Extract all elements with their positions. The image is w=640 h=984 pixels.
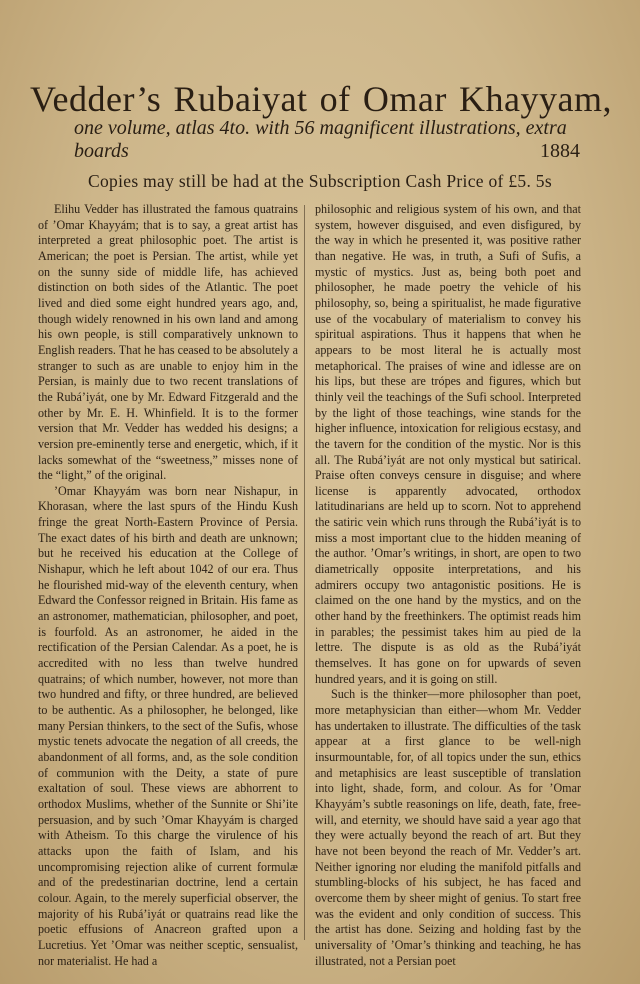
page-title (30, 78, 612, 120)
left-column (38, 202, 298, 969)
title-word: Khayyam, (459, 79, 612, 119)
paragraph: Such is the thinker—more philosopher than poet, more metaphysician than either—whom Mr. Vedder has undertaken to illustrate. The difficulties of the task appear at a first glance to be well-nigh insurmountable, for, of all topics under the sun, ethics and metaphisics are least susceptible of translation into light, shade, form, and colour. As for ’Omar Khayyám’s subtle reasonings on life, death, fate, free-will, and eternity, we should have said a year ago that they were actually beyond the reach of art. But they have not been beyond the reach of Mr. Vedder’s art. Neither ignoring nor eluding the manifold pitfalls and stumbling-blocks of his subject, he has faced and overcome them by sheer might of genius. To start free was the evident and only condition of success. This the artist has done. Seizing and holding fast by the universality of ’Omar’s thinking and teaching, he has illustrated, not a Persian poet (315, 687, 581, 968)
subtitle: one volume, atlas 4to. with 56 magnificent illustrations, extra boards (74, 117, 567, 162)
subscription-line: Copies may still be had at the Subscription Cash Price of £5. 5s (88, 171, 552, 191)
title-word: Vedder’s (30, 79, 162, 119)
title-word: of (319, 79, 351, 119)
title-word: Rubaiyat (173, 79, 308, 119)
paragraph: Elihu Vedder has illustrated the famous quatrains of ’Omar Khayyám; that is to say, a great artist has interpreted a great philosophic poet. The artist is American; the poet is Persian. The artist, while yet on the sunny side of middle life, has achieved distinction on both sides of the Atlantic. The poet lived and died some eight hundred years ago, and, though widely renowned in his own land and among his own people, is still comparatively unknown to English readers. That he has ceased to be absolutely a stranger to such as are unable to enjoy him in the Persian, is mainly due to two recent translations of the Rubá’iyát, one by Mr. Edward Fitzgerald and the other by Mr. E. H. Whinfield. It is to the former version that Mr. Vedder has wedded his designs; a version pre-eminently terse and energetic, which, if it lacks somewhat of the “sweetness,” misses none of the “light,” of the original. (38, 202, 298, 483)
year: 1884 (540, 140, 580, 162)
paragraph: philosophic and religious system of his own, and that system, however disguised, and even disfigured, by the way in which he presented it, was positive rather than negative. He was, in truth, a Sufi of Sufis, a mystic of mystics. Just as, being both poet and philosopher, he made poetry the vehicle of his philosophy, so, being a spiritualist, he made figurative use of the vocabulary of materialism to convey his spiritual aspirations. Thus it happens that when he appears to be most literal he is actually most metaphorical. The praises of wine and idlesse are on his lips, but these are trópes and figures, which but thinly veil the teachings of the Sufi school. Interpreted by the light of those teachings, wine stands for the higher influence, intoxication for religious ecstasy, and the tavern for the condition of the mystic. Nor is this all. The Rubá’iyát are not only mystical but satirical. Praise often conveys censure in disguise; and where license is apparently advocated, orthodox latitudinarians are held up to scorn. Not to apprehend the satiric vein which runs through the Rubá’iyát is to miss a most important clue to the hidden meaning of the author. ’Omar’s writings, in short, are open to two diametrically opposite interpretations, and his admirers occupy two antagonistic positions. He is claimed on the one hand by the mystics, and on the other hand by the freethinkers. The optimist reads him in parables; the pessimist takes him au pied de la lettre. The dispute is as old as the Rubá’iyát themselves. It has gone on for upwards of seven hundred years, and it is going on still. (315, 202, 581, 686)
title-word: Omar (362, 79, 447, 119)
paragraph: ’Omar Khayyám was born near Nishapur, in Khorasan, where the last spurs of the Hindu Kush fringe the great North-Eastern Province of Persia. The exact dates of his birth and death are unknown; but he received his education at the College of Nishapur, which he left about 1042 of our era. Thus he flourished mid-way of the eleventh century, when Edward the Confessor reigned in Britain. His fame as an astronomer, mathematician, philosopher, and poet, is fourfold. As an astronomer, he aided in the rectification of the Persian Calendar. As a poet, he is accredited with no less than twelve hundred quatrains; of which number, however, not more than two hundred and fifty, or three hundred, are believed to be authentic. As a philosopher, he belonged, like many Persian thinkers, to the sect of the Sufis, whose mystic tenets advocate the negation of all creeds, the abandonment of all forms, and, as the sole condition of communion with the Deity, a state of pure exaltation of soul. These views are abhorrent to orthodox Muslims, whether of the Sunnite or Shi’ite persuasion, and by such ’Omar Khayyám is charged with Atheism. To this charge the virulence of his attacks upon the faith of Islam, and his uncompromising rejection alike of current formulæ and of the predestinarian doctrine, lend a certain colour. Again, to the merely superficial observer, the majority of his Rubá’iyát or quatrains read like the poetic effusions of Anacreon grafted upon a Lucretius. Yet ’Omar was neither sceptic, sensualist, nor materialist. He had a (38, 483, 298, 968)
column-divider (304, 205, 305, 940)
right-column (315, 202, 581, 969)
